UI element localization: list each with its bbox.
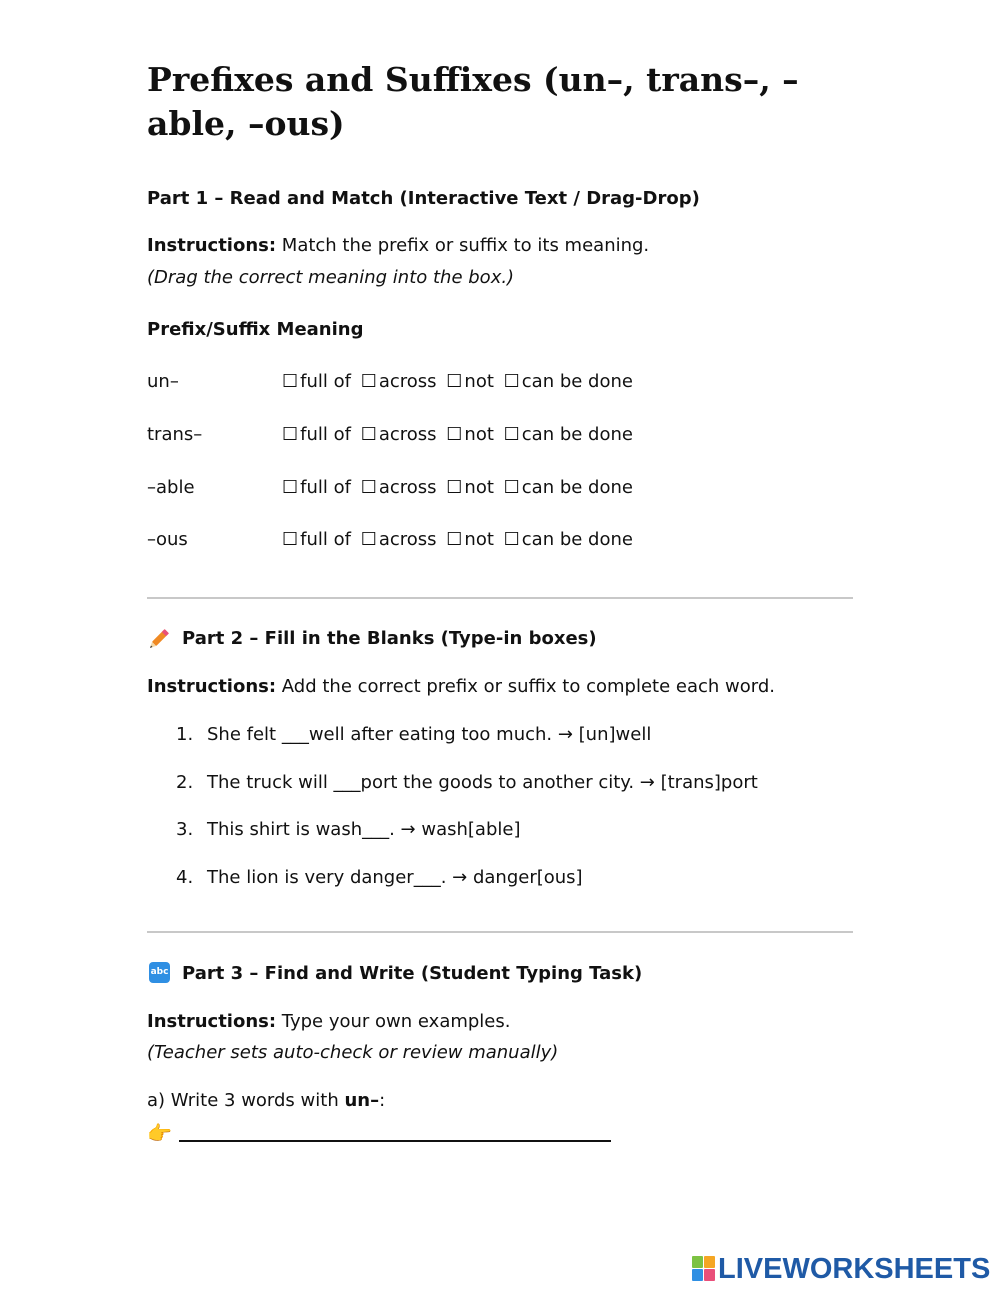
option-can-be-done[interactable]: ☐ can be done xyxy=(503,477,633,498)
part1-heading: Part 1 – Read and Match (Interactive Text / Drag-Drop) xyxy=(147,188,700,209)
part3-instructions xyxy=(147,1010,510,1034)
option-across[interactable]: ☐ across xyxy=(360,529,437,550)
part3-heading: Part 3 – Find and Write (Student Typing Task) xyxy=(182,963,643,984)
option-full-of[interactable]: ☐ full of xyxy=(282,424,351,445)
option-not[interactable]: ☐ not xyxy=(446,477,494,498)
fill-blank-item[interactable]: The lion is very danger___. → danger[ous] xyxy=(207,867,583,888)
page-title: Prefixes and Suffixes (un–, trans–, –able, –ous) xyxy=(147,60,799,143)
option-not[interactable]: ☐ not xyxy=(446,371,494,392)
section-divider xyxy=(147,931,853,933)
option-across[interactable]: ☐ across xyxy=(360,371,437,392)
part2-heading: Part 2 – Fill in the Blanks (Type-in boxes) xyxy=(182,628,597,649)
option-can-be-done[interactable]: ☐ can be done xyxy=(503,371,633,392)
answer-input-line[interactable] xyxy=(179,1140,611,1142)
part2-instructions xyxy=(147,675,775,699)
fill-blank-item[interactable]: This shirt is wash___. → wash[able] xyxy=(207,819,521,840)
logo-text: LIVEWORKSHEETS xyxy=(718,1252,991,1285)
item-number: 2. xyxy=(176,772,194,793)
instructions-text: Add the correct prefix or suffix to complete each word. xyxy=(276,676,775,697)
section-divider xyxy=(147,597,853,599)
option-full-of[interactable]: ☐ full of xyxy=(282,529,351,550)
option-full-of[interactable]: ☐ full of xyxy=(282,371,351,392)
part3-note: (Teacher sets auto-check or review manually) xyxy=(147,1042,559,1063)
fill-blank-item[interactable]: She felt ___well after eating too much. → [un]well xyxy=(207,724,652,745)
row-label: trans– xyxy=(147,424,203,445)
row-options xyxy=(282,370,637,394)
instructions-text: Type your own examples. xyxy=(276,1011,511,1032)
pointing-hand-icon: 👉 xyxy=(147,1121,172,1145)
table-header: Prefix/Suffix Meaning xyxy=(147,319,364,340)
option-not[interactable]: ☐ not xyxy=(446,424,494,445)
abc-icon: abc xyxy=(149,962,170,983)
instructions-label: Instructions: xyxy=(147,235,277,256)
row-label: –ous xyxy=(147,529,188,550)
liveworksheets-logo xyxy=(692,1253,990,1285)
fill-blank-item[interactable]: The truck will ___port the goods to another city. → [trans]port xyxy=(207,772,758,793)
option-not[interactable]: ☐ not xyxy=(446,529,494,550)
part1-instructions xyxy=(147,234,649,258)
part1-note: (Drag the correct meaning into the box.) xyxy=(147,267,515,288)
option-across[interactable]: ☐ across xyxy=(360,424,437,445)
row-label: –able xyxy=(147,477,195,498)
row-options xyxy=(282,476,637,500)
instructions-label: Instructions: xyxy=(147,676,277,697)
item-number: 1. xyxy=(176,724,194,745)
logo-mark-icon xyxy=(692,1256,716,1282)
pencil-icon xyxy=(147,627,171,655)
instructions-label: Instructions: xyxy=(147,1011,277,1032)
option-can-be-done[interactable]: ☐ can be done xyxy=(503,529,633,550)
task-a: a) Write 3 words with un–: xyxy=(147,1090,386,1111)
row-label: un– xyxy=(147,371,179,392)
option-full-of[interactable]: ☐ full of xyxy=(282,477,351,498)
item-number: 4. xyxy=(176,867,194,888)
instructions-text: Match the prefix or suffix to its meaning. xyxy=(276,235,650,256)
row-options xyxy=(282,423,637,447)
row-options xyxy=(282,528,637,552)
option-across[interactable]: ☐ across xyxy=(360,477,437,498)
item-number: 3. xyxy=(176,819,194,840)
option-can-be-done[interactable]: ☐ can be done xyxy=(503,424,633,445)
